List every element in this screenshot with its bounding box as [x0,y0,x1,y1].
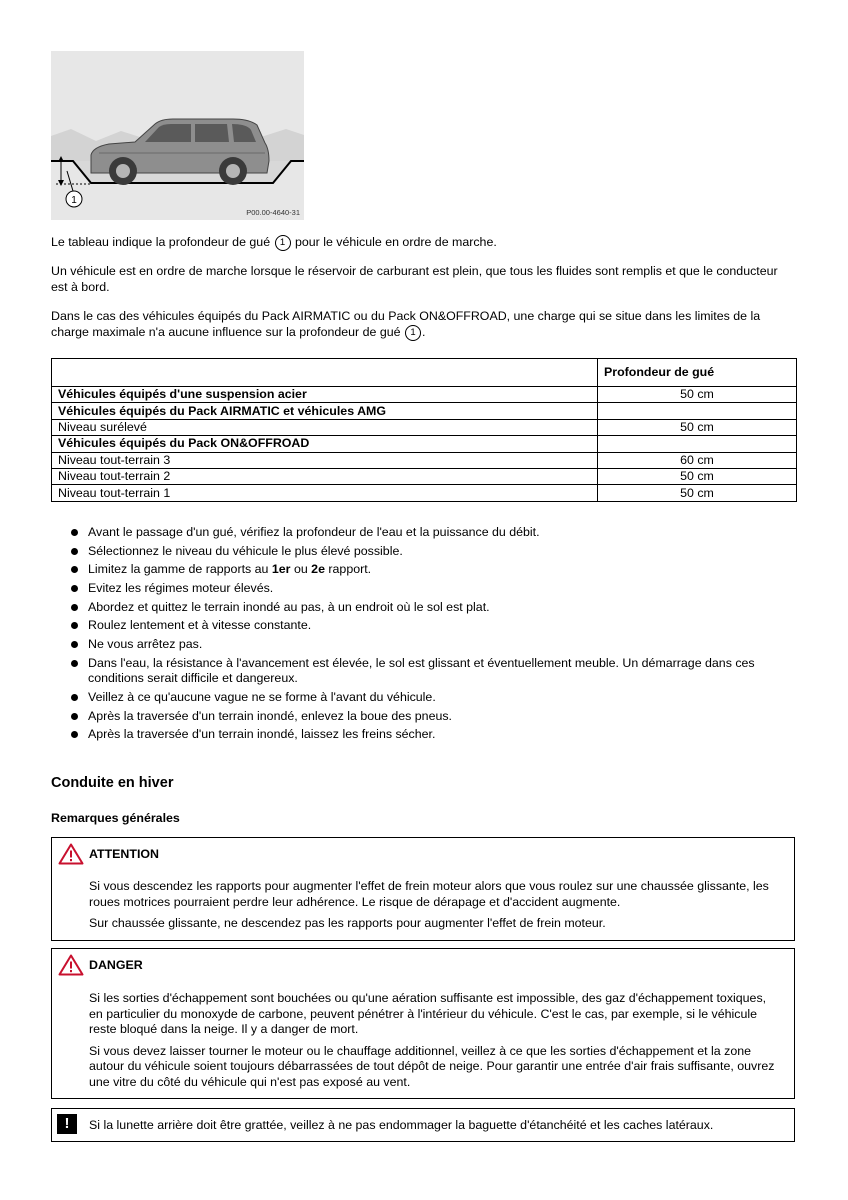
table-header-row [52,359,797,387]
table-row-label: Véhicules équipés du Pack AIRMATIC et véhicules AMG [52,403,598,419]
list-item: Limitez la gamme de rapports au 1er ou 2e rapport. [51,562,797,578]
warning-triangle-icon [58,843,84,865]
list-item: Sélectionnez le niveau du véhicule le plus élevé possible. [51,544,797,560]
callout-1: 1 [71,195,77,206]
wading-depth-figure [51,51,304,220]
list-item: Ne vous arrêtez pas. [51,637,797,653]
bullet-icon [71,641,78,648]
table-row [52,452,797,468]
table-row-label: Véhicules équipés du Pack ON&OFFROAD [52,436,598,452]
bullet-icon [71,529,78,536]
table-row-label: Véhicules équipés d'une suspension acier [52,387,598,403]
list-item: Après la traversée d'un terrain inondé, laissez les freins sécher. [51,727,797,743]
note-box [51,1108,795,1142]
table-row [52,468,797,484]
intro-paragraph-1: Le tableau indique la profondeur de gué 1 pour le véhicule en ordre de marche. [51,235,497,249]
suv-wading-illustration [51,51,304,220]
table-header-depth: Profondeur de gué [598,359,797,387]
table-row-value [598,403,797,419]
table-row [52,436,797,452]
bullet-icon [71,694,78,701]
callout-1-inline: 1 [275,235,291,251]
list-item: Evitez les régimes moteur élevés. [51,581,797,597]
exclamation-icon: ! [57,1114,77,1134]
list-item: Roulez lentement et à vitesse constante. [51,618,797,634]
table-row-value: 50 cm [598,468,797,484]
list-item: Après la traversée d'un terrain inondé, enlevez la boue des pneus. [51,709,797,725]
bullet-icon [71,731,78,738]
table-row-label: Niveau tout-terrain 2 [52,468,598,484]
attention-body: Si vous descendez les rapports pour augmenter l'effet de frein moteur alors que vous roulez sur une chaussée glissante, les roues motrices pourraient perdre leur adhérence. Le risque de dérapage et d'accident augmente. Sur chaussée glissante, ne descendez pas les rapports pour augmenter l'effet de frein moteur. [89,879,769,930]
danger-box [51,948,795,1099]
intro-paragraph-2: Un véhicule est en ordre de marche lorsque le réservoir de carburant est plein, que tous les fluides sont remplis et que le conducteur est à bord. [51,264,778,294]
table-row-value: 50 cm [598,419,797,435]
figure-id: P00.00-4640-31 [246,208,300,217]
bullet-icon [71,622,78,629]
intro-paragraph-3: Dans le cas des véhicules équipés du Pack AIRMATIC ou du Pack ON&OFFROAD, une charge qui se situe dans les limites de la charge maximale n'a aucune influence sur la profondeur de gué 1 . [51,309,761,339]
wading-depth-table [51,358,797,502]
bullet-icon [71,660,78,667]
note-text: Si la lunette arrière doit être grattée, veillez à ne pas endommager la baguette d'étanchéité et les caches latéraux. [89,1118,714,1132]
table-row [52,419,797,435]
bullet-icon [71,548,78,555]
table-row [52,485,797,501]
attention-title: ATTENTION [89,847,159,861]
table-row-label: Niveau surélevé [52,419,598,435]
list-item: Veillez à ce qu'aucune vague ne se forme à l'avant du véhicule. [51,690,797,706]
table-header-empty [52,359,598,387]
callout-1-inline: 1 [405,325,421,341]
table-row-value: 50 cm [598,387,797,403]
danger-title: DANGER [89,958,143,972]
table-row [52,387,797,403]
table-row-value: 60 cm [598,452,797,468]
attention-box [51,837,795,941]
table-row-value [598,436,797,452]
bullet-icon [71,713,78,720]
list-item: Dans l'eau, la résistance à l'avancement est élevée, le sol est glissant et éventuellement meuble. Un démarrage dans ces conditions serait difficile et dangereux. [51,656,797,687]
danger-body: Si les sorties d'échappement sont bouchées ou qu'une aération suffisante est impossible, des gaz d'échappement toxiques, en particulier du monoxyde de carbone, peuvent pénétrer à l'intérieur du véhicule. C'est le cas, par exemple, si le véhicule reste bloqué dans la neige. Il y a danger de mort. Si vous devez laisser tourner le moteur ou le chauffage additionnel, veillez à ce que les sorties d'échappement et la zone autour du véhicule soient toujours débarrassées de tout dépôt de neige. Pour garantir une entrée d'air frais suffisante, ouvrez une vitre du côté du véhicule qui n'est pas exposé au vent. [89,991,775,1089]
table-row-label: Niveau tout-terrain 3 [52,452,598,468]
table-row-label: Niveau tout-terrain 1 [52,485,598,501]
bullet-icon [71,604,78,611]
subsection-heading: Remarques générales [51,811,180,825]
warning-triangle-icon [58,954,84,976]
section-heading: Conduite en hiver [51,775,174,791]
bullet-icon [71,566,78,573]
table-row [52,403,797,419]
wading-steps-list [51,525,797,746]
list-item: Avant le passage d'un gué, vérifiez la profondeur de l'eau et la puissance du débit. [51,525,797,541]
bullet-icon [71,585,78,592]
list-item: Abordez et quittez le terrain inondé au pas, à un endroit où le sol est plat. [51,600,797,616]
table-row-value: 50 cm [598,485,797,501]
